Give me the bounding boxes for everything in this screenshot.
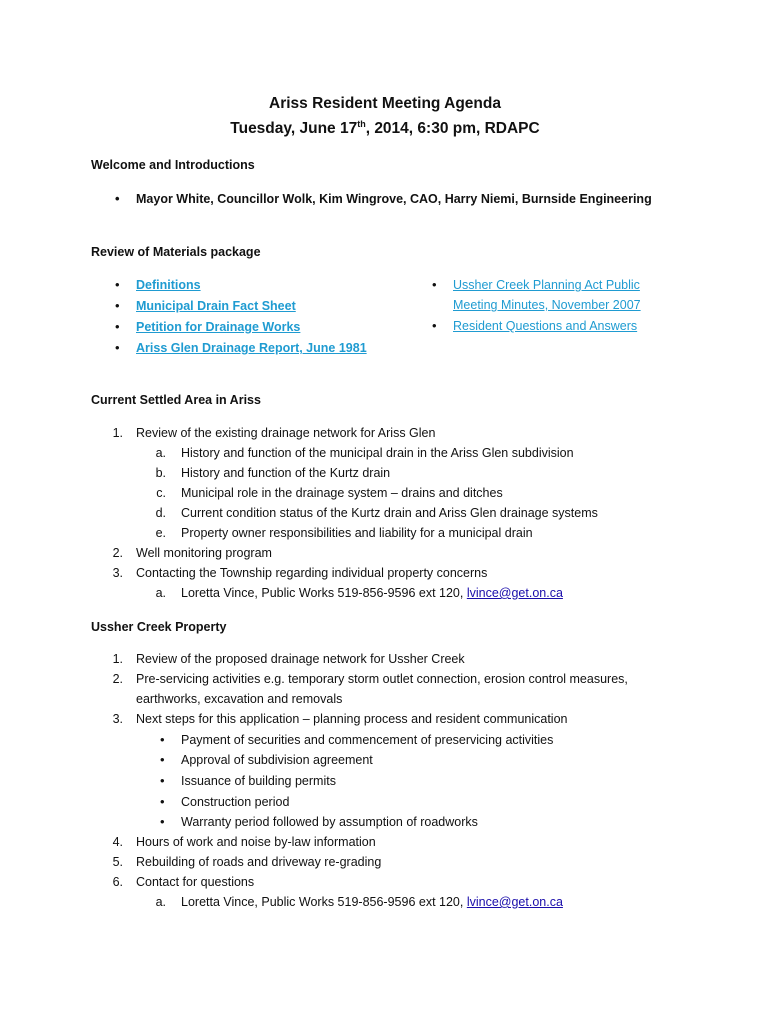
sub-item-letter: b. — [155, 466, 166, 480]
section-heading-settled-area: Current Settled Area in Ariss — [91, 393, 261, 407]
item-text: Pre-servicing activities e.g. temporary storm outlet connection, erosion control measures, — [136, 672, 628, 686]
item-number: 2. — [112, 672, 123, 686]
item-number: 1. — [112, 426, 123, 440]
bullet-icon: • — [432, 318, 437, 333]
bullet-icon: • — [160, 794, 165, 809]
attendees-item — [115, 191, 652, 206]
bullet-icon: • — [115, 277, 120, 292]
link-definitions[interactable]: Definitions — [136, 278, 201, 292]
step-item — [160, 814, 478, 829]
materials-item — [115, 298, 296, 313]
step-text: Issuance of building permits — [181, 774, 336, 788]
bullet-icon: • — [432, 277, 437, 292]
page-title: Ariss Resident Meeting Agenda — [269, 95, 501, 112]
item-number: 1. — [112, 652, 123, 666]
sub-item-letter: e. — [155, 526, 166, 540]
step-item — [160, 752, 373, 767]
sub-item-text: Municipal role in the drainage system – drains and ditches — [181, 486, 503, 500]
step-item — [160, 794, 290, 809]
item-text: Rebuilding of roads and driveway re-grading — [136, 855, 382, 869]
section-heading-materials: Review of Materials package — [91, 245, 261, 259]
contact-email-link[interactable]: lvince@get.on.ca — [466, 586, 563, 600]
attendees-text: Mayor White, Councillor Wolk, Kim Wingrove, CAO, Harry Niemi, Burnside Engineering — [136, 192, 652, 206]
bullet-icon: • — [160, 732, 165, 747]
contact-details: Loretta Vince, Public Works 519-856-9596 ext 120, — [181, 586, 467, 600]
link-municipal-drain-fact-sheet[interactable]: Municipal Drain Fact Sheet — [136, 299, 296, 313]
item-number: 2. — [112, 546, 123, 560]
sub-item-letter: a. — [155, 446, 166, 460]
materials-item — [115, 277, 201, 292]
link-resident-questions-answers[interactable]: Resident Questions and Answers — [453, 319, 638, 333]
sub-item-text: Property owner responsibilities and liability for a municipal drain — [181, 526, 533, 540]
link-ussher-creek-minutes[interactable]: Ussher Creek Planning Act Public — [453, 278, 640, 292]
bullet-icon: • — [115, 191, 120, 206]
item-text: Well monitoring program — [136, 546, 272, 560]
item-text: Next steps for this application – planning process and resident communication — [136, 712, 568, 726]
sub-item-letter: a. — [155, 895, 166, 909]
sub-item-text: History and function of the Kurtz drain — [181, 466, 391, 480]
item-text: Hours of work and noise by-law information — [136, 835, 376, 849]
bullet-icon: • — [115, 340, 120, 355]
section-heading-ussher-creek: Ussher Creek Property — [91, 620, 227, 634]
sub-item-letter: a. — [155, 586, 166, 600]
materials-item — [115, 340, 367, 355]
step-text: Construction period — [181, 795, 290, 809]
item-text: Contacting the Township regarding individual property concerns — [136, 566, 488, 580]
materials-item — [115, 319, 301, 334]
subtitle-time-place: , 2014, 6:30 pm, RDAPC — [365, 120, 540, 137]
sub-item-letter: d. — [155, 506, 166, 520]
step-item — [160, 732, 554, 747]
item-text: Review of the existing drainage network for Ariss Glen — [136, 426, 436, 440]
step-text: Warranty period followed by assumption of roadworks — [181, 815, 478, 829]
materials-item — [432, 277, 640, 292]
sub-item-letter: c. — [156, 486, 166, 500]
sub-item-text: History and function of the municipal drain in the Ariss Glen subdivision — [181, 446, 574, 460]
bullet-icon: • — [160, 752, 165, 767]
item-number: 4. — [112, 835, 123, 849]
item-number: 3. — [112, 712, 123, 726]
contact-text — [181, 586, 563, 600]
bullet-icon: • — [160, 814, 165, 829]
item-number: 3. — [112, 566, 123, 580]
item-text: earthworks, excavation and removals — [136, 692, 343, 706]
sub-item-text: Current condition status of the Kurtz drain and Ariss Glen drainage systems — [181, 506, 598, 520]
item-text: Contact for questions — [136, 875, 255, 889]
bullet-icon: • — [115, 298, 120, 313]
contact-email-link[interactable]: lvince@get.on.ca — [466, 895, 563, 909]
step-text: Payment of securities and commencement of preservicing activities — [181, 733, 554, 747]
contact-text — [181, 895, 563, 909]
link-ussher-creek-minutes-line2[interactable]: Meeting Minutes, November 2007 — [453, 298, 641, 312]
item-number: 6. — [112, 875, 123, 889]
subtitle-ordinal: th — [357, 118, 366, 129]
subtitle-date: Tuesday, June 17 — [230, 120, 358, 137]
bullet-icon: • — [160, 773, 165, 788]
page-subtitle — [0, 120, 770, 138]
section-heading-welcome: Welcome and Introductions — [91, 158, 255, 172]
step-text: Approval of subdivision agreement — [181, 753, 373, 767]
contact-details: Loretta Vince, Public Works 519-856-9596 ext 120, — [181, 895, 467, 909]
link-petition-drainage-works[interactable]: Petition for Drainage Works — [136, 320, 301, 334]
bullet-icon: • — [115, 319, 120, 334]
item-number: 5. — [112, 855, 123, 869]
link-ariss-glen-drainage-report[interactable]: Ariss Glen Drainage Report, June 1981 — [136, 341, 367, 355]
materials-item-continuation — [453, 298, 641, 312]
materials-item — [432, 318, 638, 333]
step-item — [160, 773, 336, 788]
item-text: Review of the proposed drainage network for Ussher Creek — [136, 652, 465, 666]
